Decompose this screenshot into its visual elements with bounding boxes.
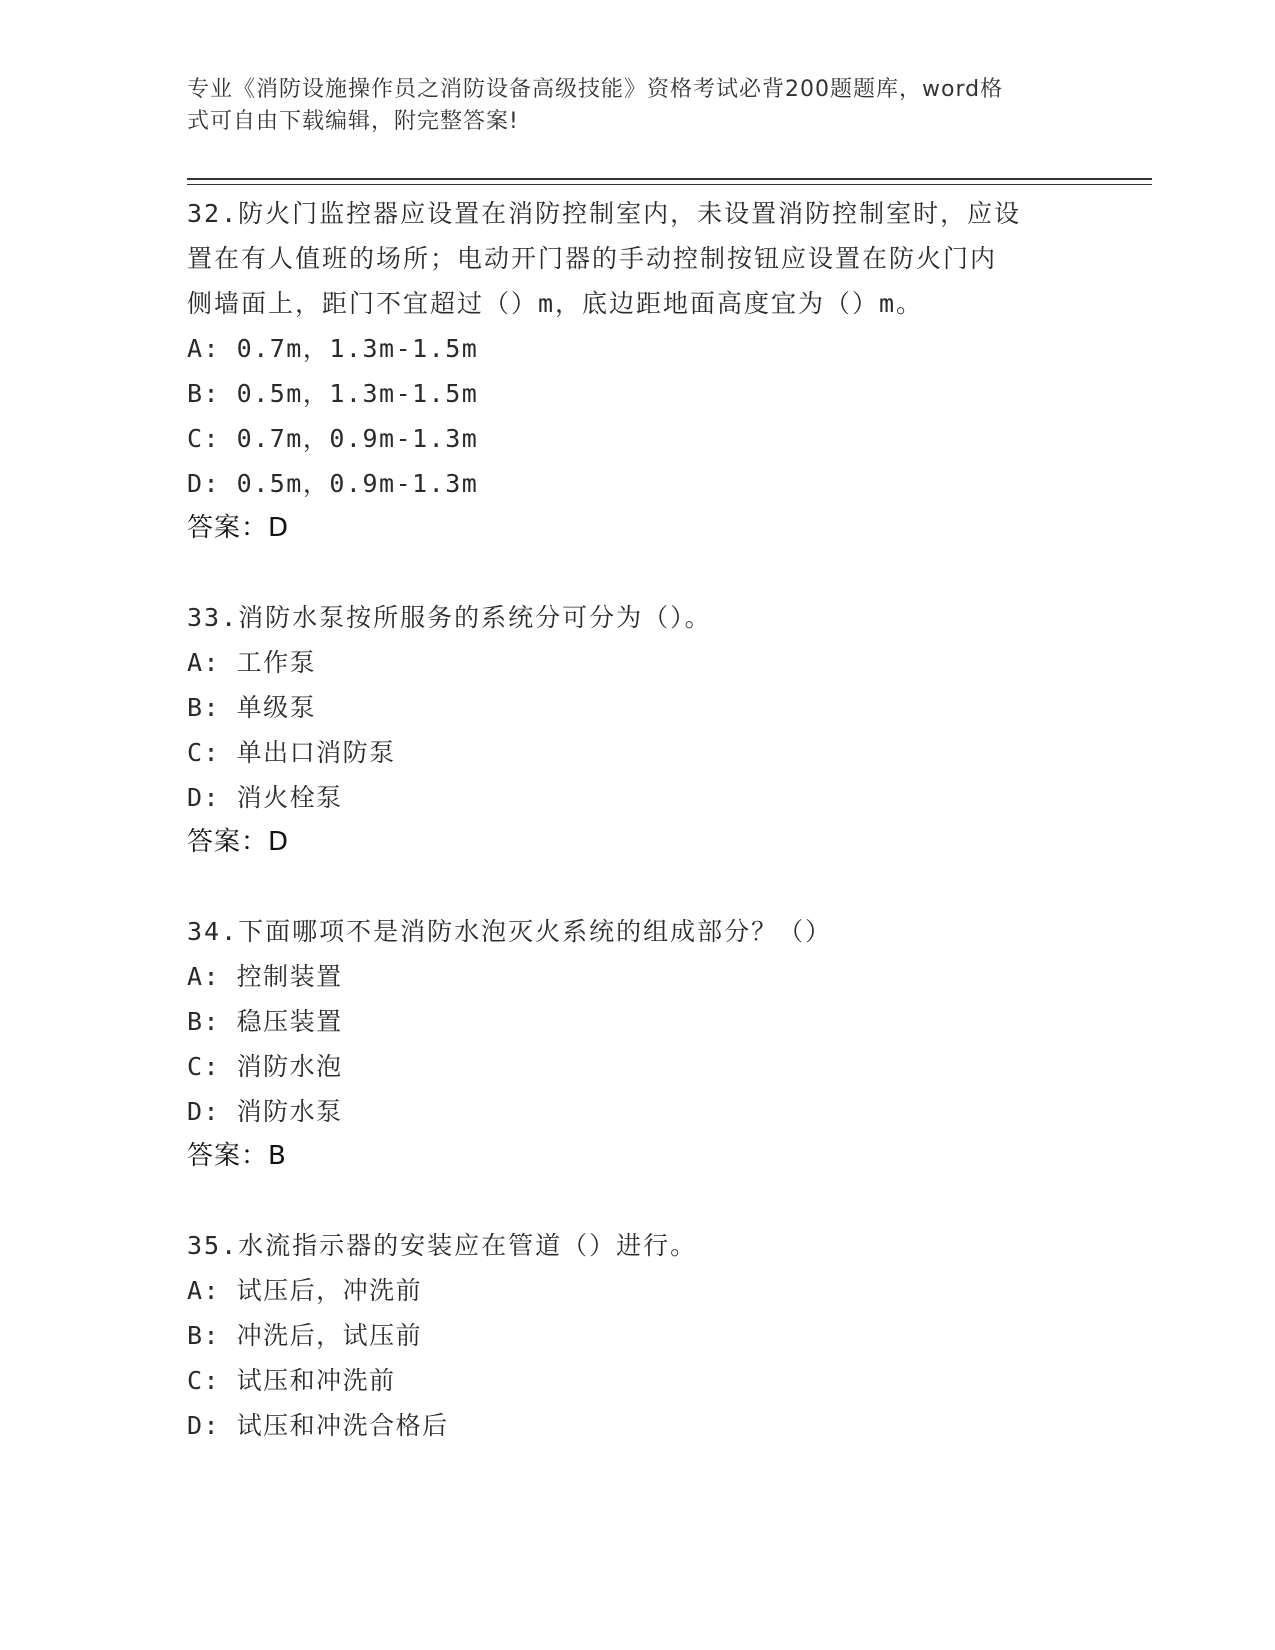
option-a: A: 工作泵	[187, 648, 317, 677]
question-stem-line: 32.防火门监控器应设置在消防控制室内，未设置消防控制室时，应设	[187, 199, 1022, 228]
header-line-1: 专业《消防设施操作员之消防设备高级技能》资格考试必背200题题库，word格	[187, 77, 1004, 102]
option-c: C: 消防水泡	[187, 1052, 343, 1081]
answer-line: 答案：D	[187, 513, 290, 543]
option-d: D: 消防水泵	[187, 1097, 343, 1126]
option-c: C: 试压和冲洗前	[187, 1366, 396, 1395]
answer-line: 答案：B	[187, 1141, 287, 1171]
answer-line: 答案：D	[187, 827, 290, 857]
question-list	[187, 191, 1087, 1492]
option-b: B: 冲洗后，试压前	[187, 1321, 423, 1350]
option-a: A: 试压后，冲洗前	[187, 1276, 423, 1305]
option-d: D: 试压和冲洗合格后	[187, 1411, 449, 1440]
option-d: D: 消火栓泵	[187, 783, 343, 812]
option-a: A: 控制装置	[187, 962, 343, 991]
question-35	[187, 1223, 1087, 1448]
option-b: B: 稳压装置	[187, 1007, 343, 1036]
option-c: C: 0.7m，0.9m-1.3m	[187, 424, 479, 453]
option-c: C: 单出口消防泵	[187, 738, 396, 767]
question-33	[187, 595, 1087, 865]
option-b: B: 0.5m，1.3m-1.5m	[187, 379, 479, 408]
option-a: A: 0.7m，1.3m-1.5m	[187, 334, 479, 363]
question-stem-line: 侧墙面上，距门不宜超过（）m，底边距地面高度宜为（）m。	[187, 289, 924, 318]
option-b: B: 单级泵	[187, 693, 317, 722]
document-header	[187, 74, 1067, 138]
header-divider-thin	[187, 184, 1152, 185]
question-stem-line: 34.下面哪项不是消防水泡灭火系统的组成部分？（）	[187, 917, 833, 946]
question-34	[187, 909, 1087, 1179]
option-d: D: 0.5m，0.9m-1.3m	[187, 469, 479, 498]
question-stem-line: 35.水流指示器的安装应在管道（）进行。	[187, 1231, 698, 1260]
header-divider-thick	[187, 178, 1152, 180]
question-32	[187, 191, 1087, 551]
question-stem-line: 33.消防水泵按所服务的系统分可分为（）。	[187, 603, 712, 632]
header-line-2: 式可自由下载编辑，附完整答案!	[187, 109, 519, 134]
question-stem-line: 置在有人值班的场所；电动开门器的手动控制按钮应设置在防火门内	[187, 244, 998, 273]
